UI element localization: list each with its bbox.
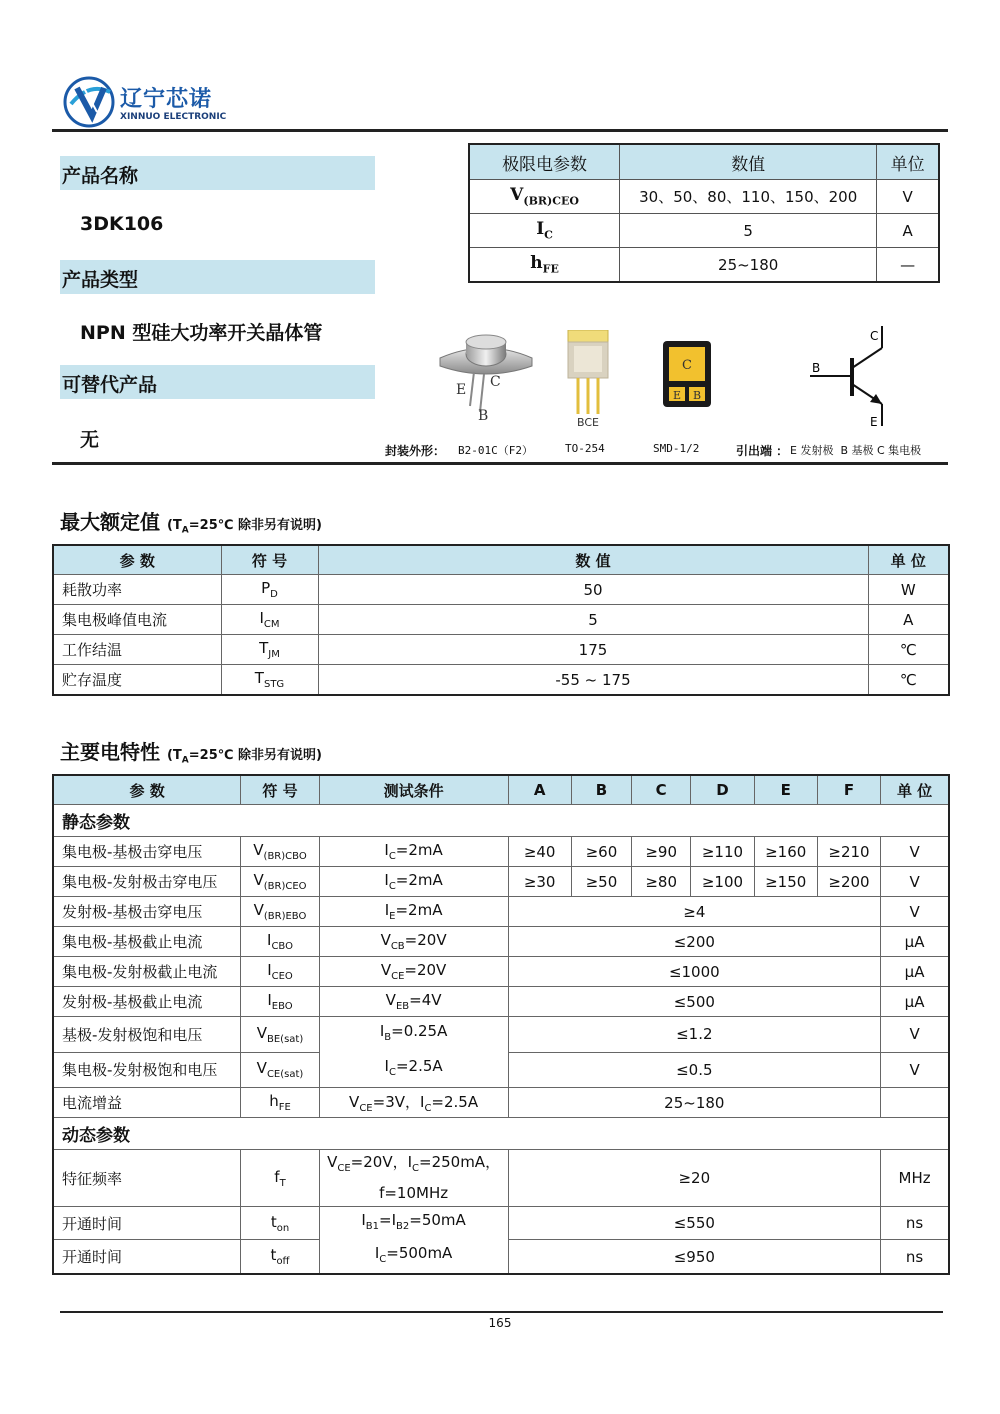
table-row [53, 635, 949, 665]
value-cell: ≤1000 [508, 957, 881, 987]
unit-cell: V [877, 180, 939, 214]
symbol-cell: $f_T$ [241, 1150, 319, 1207]
value-cell: ≥100 [691, 867, 754, 897]
page-number: 165 [488, 1316, 512, 1330]
column-header: E [754, 775, 817, 805]
section-row [53, 1118, 949, 1150]
unit-cell: V [881, 897, 949, 927]
table-row [53, 867, 949, 897]
table-row [53, 897, 949, 927]
unit-cell [881, 1088, 949, 1118]
value-cell: -55 ~ 175 [318, 665, 868, 696]
table-row [53, 575, 949, 605]
unit-cell: V [881, 837, 949, 867]
value-cell: ≥160 [754, 837, 817, 867]
unit-cell: MHz [881, 1150, 949, 1207]
condition-cell: $V_{CE}=3V$，$I_C=2.5A$ [319, 1088, 508, 1118]
column-header: 极限电参数 [469, 144, 620, 180]
condition-cell: $V_{CE}=20V$，$I_C=250mA$， f=10MHz [319, 1150, 508, 1207]
condition-cell: $V_{CE}=20V$ [319, 957, 508, 987]
column-header: F [817, 775, 880, 805]
value-cell: ≥4 [508, 897, 881, 927]
table-header-row [469, 144, 939, 180]
unit-cell: μA [881, 957, 949, 987]
param-cell: 发射极-基极击穿电压 [53, 897, 241, 927]
column-header: 数 值 [318, 545, 868, 575]
condition-cell: $I_C=2mA$ [319, 867, 508, 897]
table-row [53, 1088, 949, 1118]
package-name: SMD-1/2 [653, 442, 700, 455]
value-cell: ≥200 [817, 867, 880, 897]
column-header: 单位 [877, 144, 939, 180]
param-cell: 集电极-发射极击穿电压 [53, 867, 241, 897]
param-cell: 发射极-基极截止电流 [53, 987, 241, 1017]
param-cell: 开通时间 [53, 1240, 241, 1274]
pin-out-label: 引出端 ： [736, 444, 789, 458]
unit-cell: V [881, 1052, 949, 1088]
table-row [469, 180, 939, 214]
product-name-value: 3DK106 [80, 213, 164, 235]
static-params-label: 静态参数 [53, 805, 949, 837]
param-cell: 集电极-基极击穿电压 [53, 837, 241, 867]
limit-parameter-table [468, 143, 940, 283]
value-cell: ≥210 [817, 837, 880, 867]
section-row [53, 805, 949, 837]
footer-rule [60, 1311, 943, 1313]
symbol-cell: $I_{CEO}$ [241, 957, 319, 987]
symbol-cell: $I_{CM}$ [221, 605, 318, 635]
column-header: 单 位 [868, 545, 949, 575]
value-cell: 25~180 [508, 1088, 881, 1118]
alt-product-label: 可替代产品 [62, 374, 158, 396]
column-header: 测试条件 [319, 775, 508, 805]
elec-char-title: 主要电特性 ($T_A=25℃$ 除非另有说明) [60, 740, 322, 766]
param-cell: 集电极-发射极饱和电压 [53, 1052, 241, 1088]
symbol-cell: $h_{FE}$ [469, 248, 620, 283]
pin-label: C [490, 374, 501, 390]
header-rule [52, 129, 948, 132]
symbol-cell: $P_D$ [221, 575, 318, 605]
condition-cell: $V_{EB}=4V$ [319, 987, 508, 1017]
unit-cell: — [877, 248, 939, 283]
smd-package-icon [663, 341, 711, 407]
param-cell: 电流增益 [53, 1088, 241, 1118]
logo-cn-name: 辽宁芯诺 [120, 87, 213, 112]
logo-en-name: XINNUO ELECTRONIC [120, 112, 227, 122]
column-header: A [508, 775, 571, 805]
value-cell: 5 [318, 605, 868, 635]
value-cell: ≥150 [754, 867, 817, 897]
section-rule [52, 462, 948, 465]
table-row [53, 1207, 949, 1240]
package-caption-label: 封装外形： [385, 444, 446, 458]
symbol-cell: $V_{(BR)CEO}$ [241, 867, 319, 897]
param-cell: 基极-发射极饱和电压 [53, 1017, 241, 1053]
unit-cell: ns [881, 1207, 949, 1240]
table-row [469, 248, 939, 283]
value-cell: 5 [620, 214, 877, 248]
value-cell: 25~180 [620, 248, 877, 283]
table-row [53, 957, 949, 987]
unit-cell: ℃ [868, 665, 949, 696]
unit-cell: μA [881, 927, 949, 957]
condition-cell: $I_C=2mA$ [319, 837, 508, 867]
value-cell: ≤1.2 [508, 1017, 881, 1053]
value-cell: ≥80 [632, 867, 691, 897]
column-header: 参 数 [53, 545, 221, 575]
column-header: 单 位 [881, 775, 949, 805]
param-cell: 集电极峰值电流 [53, 605, 221, 635]
collector-label: C [870, 329, 879, 343]
column-header: 数值 [620, 144, 877, 180]
pad-label: C [682, 358, 692, 373]
product-name-label: 产品名称 [62, 165, 139, 187]
pin-label: B [478, 408, 489, 424]
value-cell: ≤950 [508, 1240, 881, 1274]
unit-cell: W [868, 575, 949, 605]
symbol-cell: $h_{FE}$ [241, 1088, 319, 1118]
value-cell: ≤500 [508, 987, 881, 1017]
param-cell: 开通时间 [53, 1207, 241, 1240]
max-ratings-table [52, 544, 950, 696]
unit-cell: μA [881, 987, 949, 1017]
param-cell: 贮存温度 [53, 665, 221, 696]
unit-cell: A [877, 214, 939, 248]
package-name: B2-01C（F2） [458, 444, 533, 457]
value-cell: ≤0.5 [508, 1052, 881, 1088]
column-header: 参 数 [53, 775, 241, 805]
unit-cell: V [881, 867, 949, 897]
value-cell: ≤200 [508, 927, 881, 957]
npn-transistor-symbol-icon [806, 326, 890, 430]
table-header-row [53, 545, 949, 575]
product-type-label: 产品类型 [62, 269, 139, 291]
condition-cell: $I_{B1}=I_{B2}=50mA$ $I_C=500mA$ [319, 1207, 508, 1275]
pin-label: E [456, 382, 467, 398]
table-row [53, 987, 949, 1017]
unit-cell: A [868, 605, 949, 635]
value-cell: 30、50、80、110、150、200 [620, 180, 877, 214]
table-row [53, 605, 949, 635]
param-cell: 集电极-发射极截止电流 [53, 957, 241, 987]
metal-can-package-icon [436, 332, 536, 424]
symbol-cell: $t_{on}$ [241, 1207, 319, 1240]
symbol-cell: $t_{off}$ [241, 1240, 319, 1274]
param-cell: 工作结温 [53, 635, 221, 665]
symbol-cell: $I_{CBO}$ [241, 927, 319, 957]
emitter-label: E [870, 415, 878, 429]
symbol-cell: $V_{BE(sat)}$ [241, 1017, 319, 1053]
param-cell: 耗散功率 [53, 575, 221, 605]
symbol-cell: $V_{CE(sat)}$ [241, 1052, 319, 1088]
table-row [53, 927, 949, 957]
column-header: D [691, 775, 754, 805]
table-row [53, 1150, 949, 1207]
unit-cell: ℃ [868, 635, 949, 665]
column-header: 符 号 [221, 545, 318, 575]
param-cell: 集电极-基极截止电流 [53, 927, 241, 957]
condition-cell: $I_E=2mA$ [319, 897, 508, 927]
dynamic-params-label: 动态参数 [53, 1118, 949, 1150]
condition-cell: $I_B=0.25A$ $I_C=2.5A$ [319, 1017, 508, 1088]
pad-label: B [692, 389, 702, 402]
value-cell: ≥20 [508, 1150, 881, 1207]
product-type-value: NPN 型硅大功率开关晶体管 [80, 322, 323, 344]
symbol-cell: $V_{(BR)CEO}$ [469, 180, 620, 214]
symbol-cell: $T_{STG}$ [221, 665, 318, 696]
column-header: B [571, 775, 631, 805]
value-cell: ≥50 [571, 867, 631, 897]
value-cell: ≥110 [691, 837, 754, 867]
value-cell: 175 [318, 635, 868, 665]
alt-product-band [60, 365, 375, 399]
base-label: B [812, 361, 821, 375]
table-row [53, 665, 949, 696]
to254-package-icon [566, 330, 610, 428]
package-name: TO-254 [565, 442, 605, 455]
symbol-cell: $I_C$ [469, 214, 620, 248]
column-header: 符 号 [241, 775, 319, 805]
table-row [53, 1017, 949, 1053]
company-logo [62, 74, 232, 130]
value-cell: ≤550 [508, 1207, 881, 1240]
product-type-band [60, 260, 375, 294]
column-header: C [632, 775, 691, 805]
max-ratings-title: 最大额定值 ($T_A=25℃$ 除非另有说明) [60, 510, 322, 536]
symbol-cell: $I_{EBO}$ [241, 987, 319, 1017]
pin-out-desc: E 发射极 B 基极 C 集电极 [790, 444, 922, 457]
elec-char-table [52, 774, 950, 1275]
product-name-band [60, 156, 375, 190]
table-header-row [53, 775, 949, 805]
symbol-cell: $V_{(BR)EBO}$ [241, 897, 319, 927]
pin-order-label: BCE [577, 416, 599, 428]
alt-product-value: 无 [80, 429, 100, 451]
unit-cell: ns [881, 1240, 949, 1274]
param-cell: 特征频率 [53, 1150, 241, 1207]
value-cell: ≥60 [571, 837, 631, 867]
pad-label: E [672, 389, 682, 402]
condition-cell: $V_{CB}=20V$ [319, 927, 508, 957]
xinnuo-logo-icon [62, 74, 118, 130]
value-cell: 50 [318, 575, 868, 605]
table-row [469, 214, 939, 248]
symbol-cell: $T_{JM}$ [221, 635, 318, 665]
value-cell: ≥40 [508, 837, 571, 867]
symbol-cell: $V_{(BR)CBO}$ [241, 837, 319, 867]
value-cell: ≥90 [632, 837, 691, 867]
unit-cell: V [881, 1017, 949, 1053]
value-cell: ≥30 [508, 867, 571, 897]
table-row [53, 837, 949, 867]
